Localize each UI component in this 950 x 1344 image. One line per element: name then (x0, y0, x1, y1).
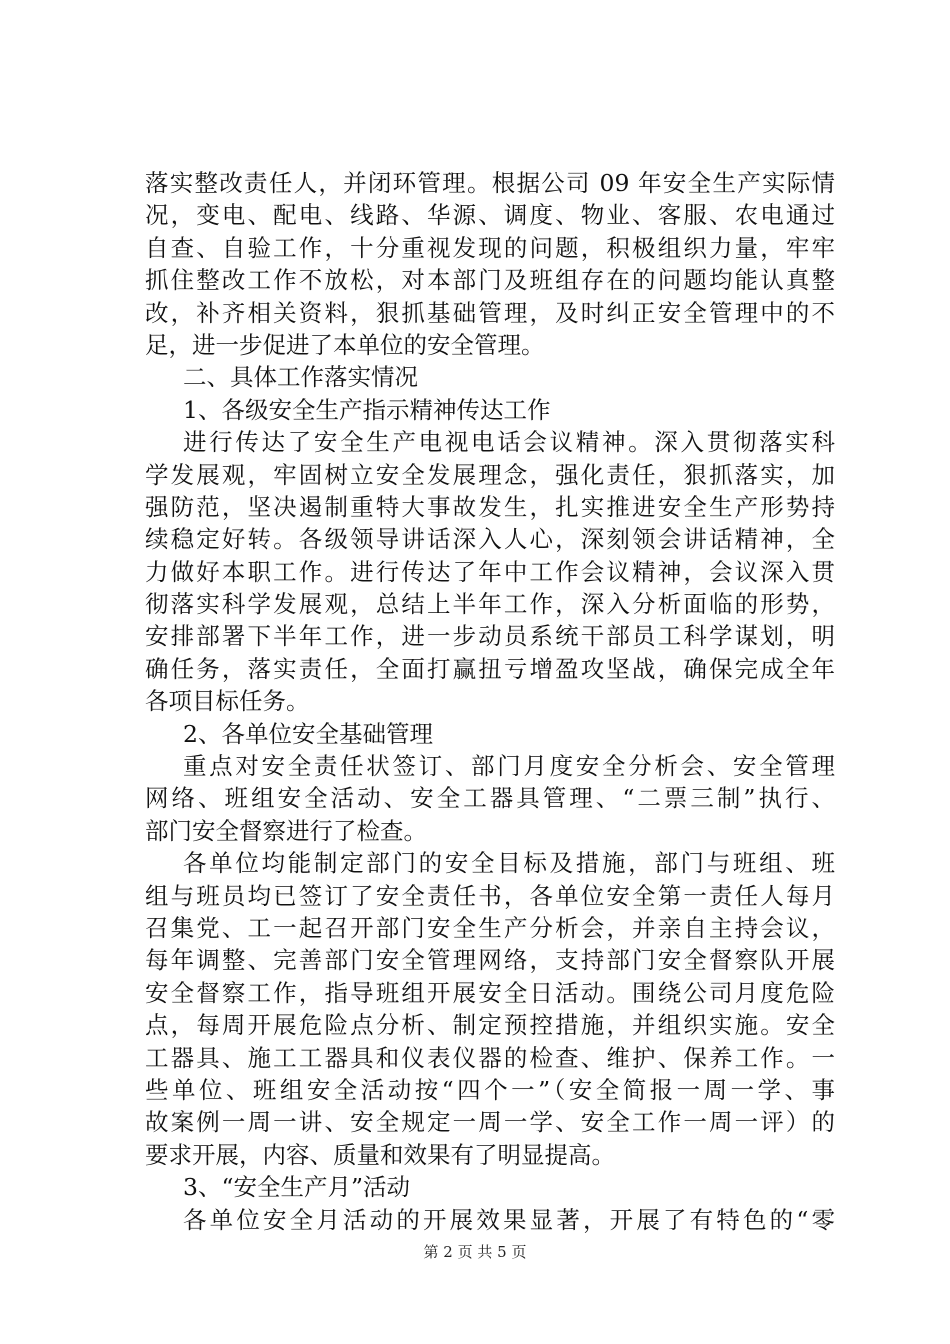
text-line: 续稳定好转。各级领导讲话深入人心，深刻领会讲话精神，全 (145, 525, 835, 554)
text-line: 工器具、施工工器具和仪表仪器的检查、维护、保养工作。一 (145, 1043, 835, 1072)
text-line: 抓住整改工作不放松，对本部门及班组存在的问题均能认真整 (145, 266, 835, 295)
text-line: 自查、自验工作，十分重视发现的问题，积极组织力量，牢牢 (145, 233, 835, 262)
text-line: 组与班员均已签订了安全责任书，各单位安全第一责任人每月 (145, 881, 835, 910)
text-line: 点，每周开展危险点分析、制定预控措施，并组织实施。安全 (145, 1011, 835, 1040)
text-line: 召集党、工一起召开部门安全生产分析会，并亲自主持会议， (145, 913, 835, 942)
text-line: 彻落实科学发展观，总结上半年工作，深入分析面临的形势， (145, 590, 835, 619)
text-line: 重点对安全责任状签订、部门月度安全分析会、安全管理 (183, 752, 835, 781)
page-footer (0, 1241, 950, 1262)
text-line: 1、各级安全生产指示精神传达工作 (183, 395, 551, 424)
text-line: 安排部署下半年工作，进一步动员系统干部员工科学谋划，明 (145, 622, 835, 651)
text-line: 每年调整、完善部门安全管理网络，支持部门安全督察队开展 (145, 946, 835, 975)
text-line: 安全督察工作，指导班组开展安全日活动。围绕公司月度危险 (145, 978, 835, 1007)
text-line: 各单位安全月活动的开展效果显著，开展了有特色的“零 (183, 1205, 835, 1234)
document-body (145, 167, 835, 1236)
text-line: 2、各单位安全基础管理 (183, 719, 433, 748)
text-line: 网络、班组安全活动、安全工器具管理、“二票三制”执行、 (145, 784, 835, 813)
text-line: 故案例一周一讲、安全规定一周一学、安全工作一周一评）的 (145, 1108, 835, 1137)
text-line: 落实整改责任人，并闭环管理。根据公司 09 年安全生产实际情 (145, 169, 835, 197)
text-line: 学发展观，牢固树立安全发展理念，强化责任，狠抓落实，加 (145, 460, 835, 489)
text-line: 3、“安全生产月”活动 (183, 1173, 410, 1202)
text-line: 足，进一步促进了本单位的安全管理。 (145, 330, 545, 359)
text-line: 要求开展，内容、质量和效果有了明显提高。 (145, 1140, 615, 1169)
text-line: 进行传达了安全生产电视电话会议精神。深入贯彻落实科 (183, 428, 835, 457)
text-line: 各单位均能制定部门的安全目标及措施，部门与班组、班 (183, 849, 835, 878)
text-line: 强防范，坚决遏制重特大事故发生，扎实推进安全生产形势持 (145, 492, 835, 521)
text-line: 改，补齐相关资料，狠抓基础管理，及时纠正安全管理中的不 (145, 298, 835, 327)
text-line: 二、具体工作落实情况 (183, 363, 418, 392)
text-line: 况，变电、配电、线路、华源、调度、物业、客服、农电通过 (145, 201, 835, 230)
text-line: 力做好本职工作。进行传达了年中工作会议精神，会议深入贯 (145, 557, 835, 586)
text-line: 部门安全督察进行了检查。 (145, 816, 427, 845)
text-line: 确任务，落实责任，全面打赢扭亏增盈攻坚战，确保完成全年 (145, 654, 835, 683)
text-line: 各项目标任务。 (145, 687, 310, 716)
text-line: 些单位、班组安全活动按“四个一”（安全简报一周一学、事 (145, 1075, 835, 1104)
page-number-label: 第 2 页 共 5 页 (423, 1243, 527, 1261)
